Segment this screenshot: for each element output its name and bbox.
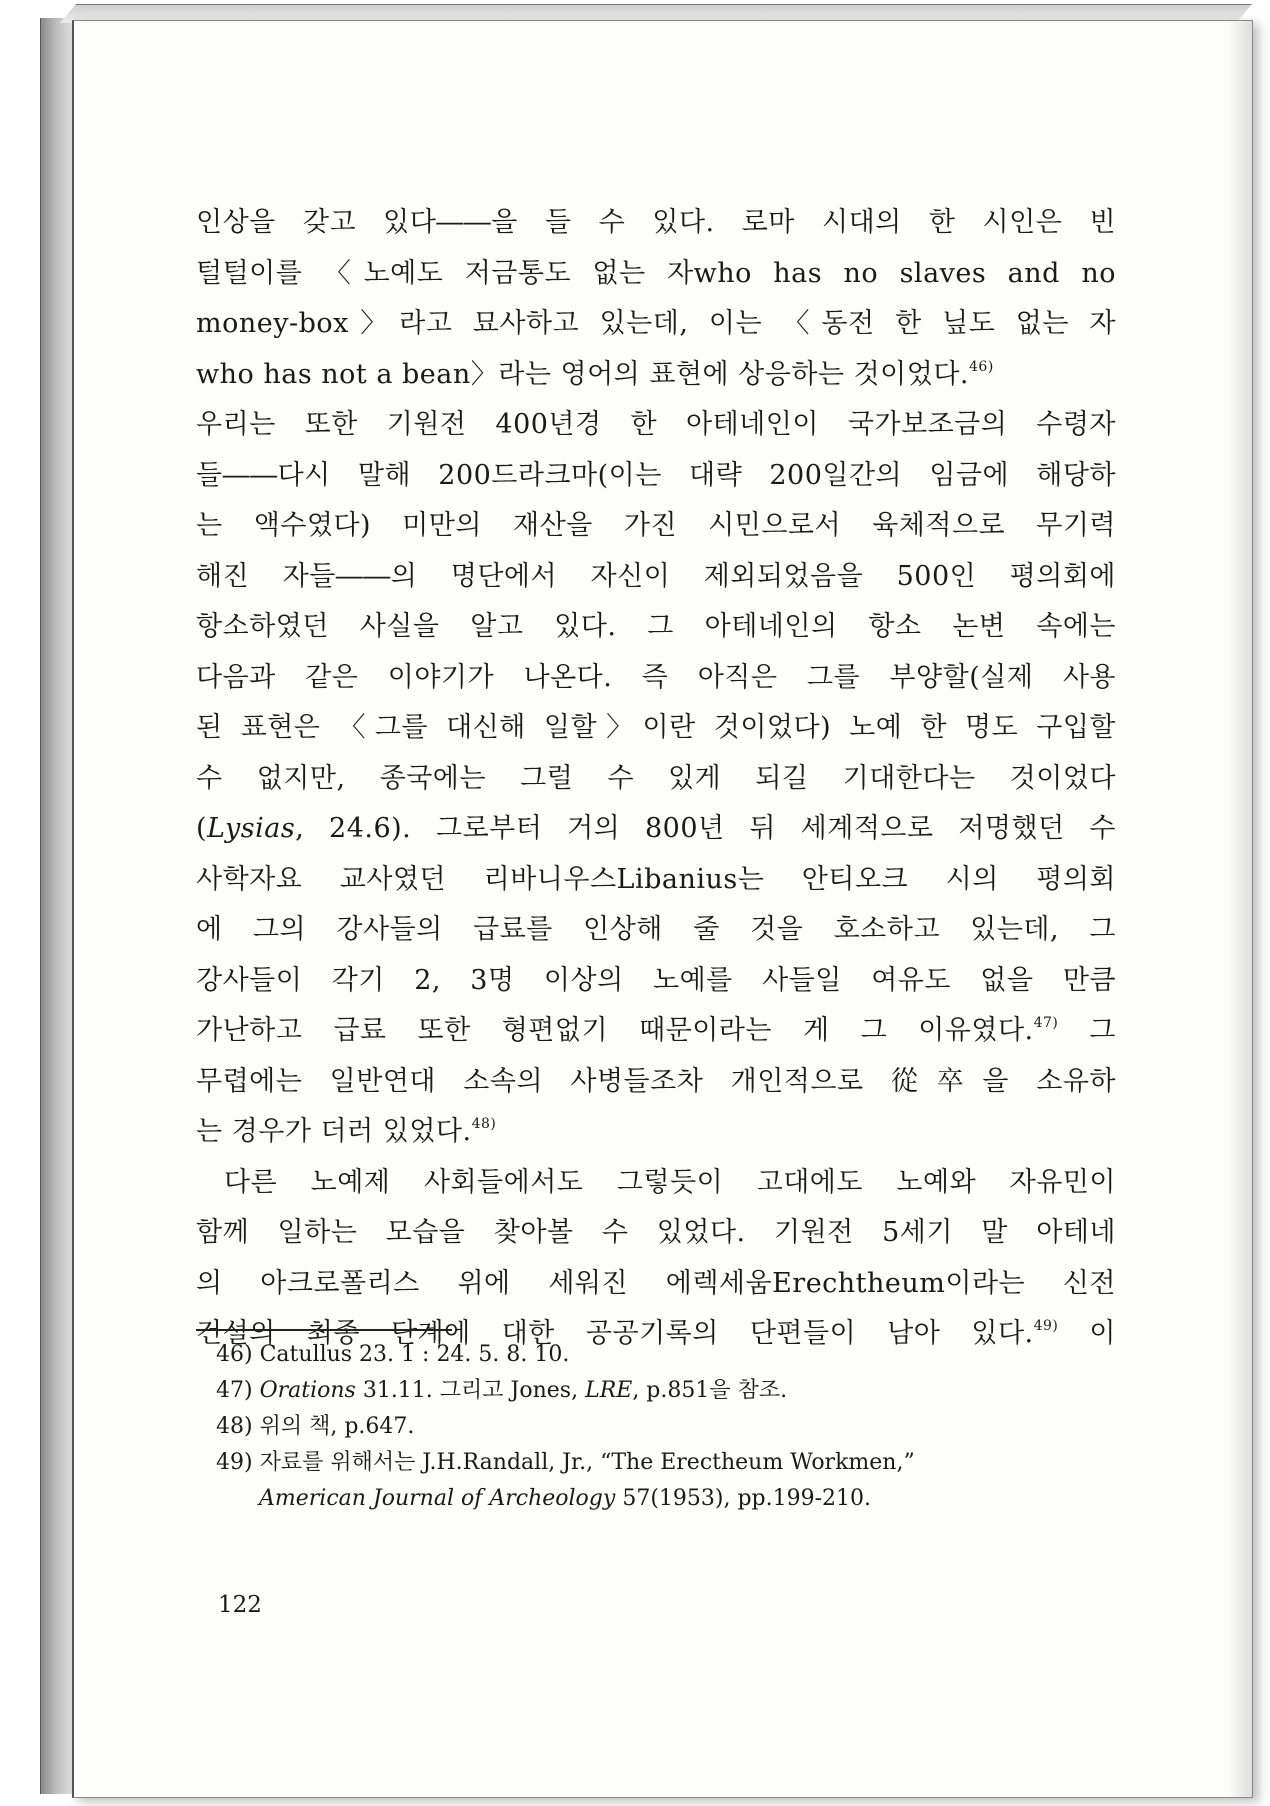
footnote-ref: 49) [1033,1318,1059,1334]
text-line: money-box〉라고 묘사하고 있는데, 이는 〈동전 한 닢도 없는 자 [196,308,1116,339]
page-curl-shade [1228,21,1252,1797]
page-number: 122 [218,1592,262,1618]
footnote: 46) Catullus 23. 1 : 24. 5. 8. 10. [216,1342,570,1367]
text-line: 다른 노예제 사회들에서도 그렇듯이 고대에도 노예와 자유민이 [224,1166,1116,1198]
text-line: (Lysias, 24.6). 그로부터 거의 800년 뒤 세계적으로 저명했던 수 [196,813,1116,844]
text-line: 들――다시 말해 200드라크마(이는 대략 200일간의 임금에 해당하 [196,459,1116,491]
footnote: 47) Orations 31.11. 그리고 Jones, LRE, p.851을 참조. [216,1378,788,1403]
text-line: 항소하였던 사실을 알고 있다. 그 아테네인의 항소 논변 속에는 [196,611,1116,642]
text-line: 의 아크로폴리스 위에 세워진 에렉세움Erechtheum이라는 신전 [196,1267,1116,1299]
text-line: who has not a bean〉라는 영어의 표현에 상응하는 것이었다.$^{46)}$ [196,358,994,390]
text-line: 강사들이 각기 2, 3명 이상의 노예를 사들일 여유도 없을 만큼 [196,964,1116,996]
footnote-ref: 48) [471,1116,497,1132]
text-line: 에 그의 강사들의 급료를 인상해 줄 것을 호소하고 있는데, 그 [196,914,1116,945]
footnotes [216,1337,1116,1517]
text-line: 건설의 최종 단계에 대한 공공기록의 단편들이 남아 있다.$^{49)}$ 이 [196,1318,1116,1349]
citation-title: Lysias [207,813,296,844]
footnote-divider [196,1329,452,1331]
text-line: 무렵에는 일반연대 소속의 사병들조차 개인적으로 從卒을 소유하 [196,1065,1116,1097]
body-text [196,198,1116,1360]
text-line: 함께 일하는 모습을 찾아볼 수 있었다. 기원전 5세기 말 아테네 [196,1217,1116,1248]
text-line: 수 없지만, 종국에는 그럴 수 있게 되길 기대한다는 것이었다 [196,762,1116,794]
text-line: 우리는 또한 기원전 400년경 한 아테네인이 국가보조금의 수령자 [196,409,1116,440]
text-line: 인상을 갖고 있다――을 들 수 있다. 로마 시대의 한 시인은 빈 [196,207,1116,238]
text-line: 는 액수였다) 미만의 재산을 가진 시민으로서 육체적으로 무기력 [196,510,1116,541]
text-line: 사학자요 교사였던 리바니우스Libanius는 안티오크 시의 평의회 [196,863,1116,895]
book-page-edges [40,18,75,1794]
footnote-ref: 47) [1033,1015,1059,1031]
text-line: 된 표현은 〈그를 대신해 일할〉이란 것이었다) 노예 한 명도 구입할 [196,712,1116,743]
text-line: 다음과 같은 이야기가 나온다. 즉 아직은 그를 부양할(실제 사용 [196,661,1116,693]
footnote: 48) 위의 책, p.647. [216,1414,415,1439]
text-line: 해진 자들――의 명단에서 자신이 제외되었음을 500인 평의회에 [196,560,1116,592]
text-line: 털털이를 〈노예도 저금통도 없는 자who has no slaves and no [196,257,1116,289]
text-line: 는 경우가 더러 있었다.$^{48)}$ [196,1116,497,1147]
text-line: 가난하고 급료 또한 형편없기 때문이라는 게 그 이유였다.$^{47)}$ 그 [196,1015,1116,1046]
footnote-ref: 46) [969,358,994,375]
footnote: 49) 자료를 위해서는 J.H.Randall, Jr., “The Erectheum Workmen,” American Journal of Archeology 57(1953), pp.199-210. [216,1450,915,1511]
